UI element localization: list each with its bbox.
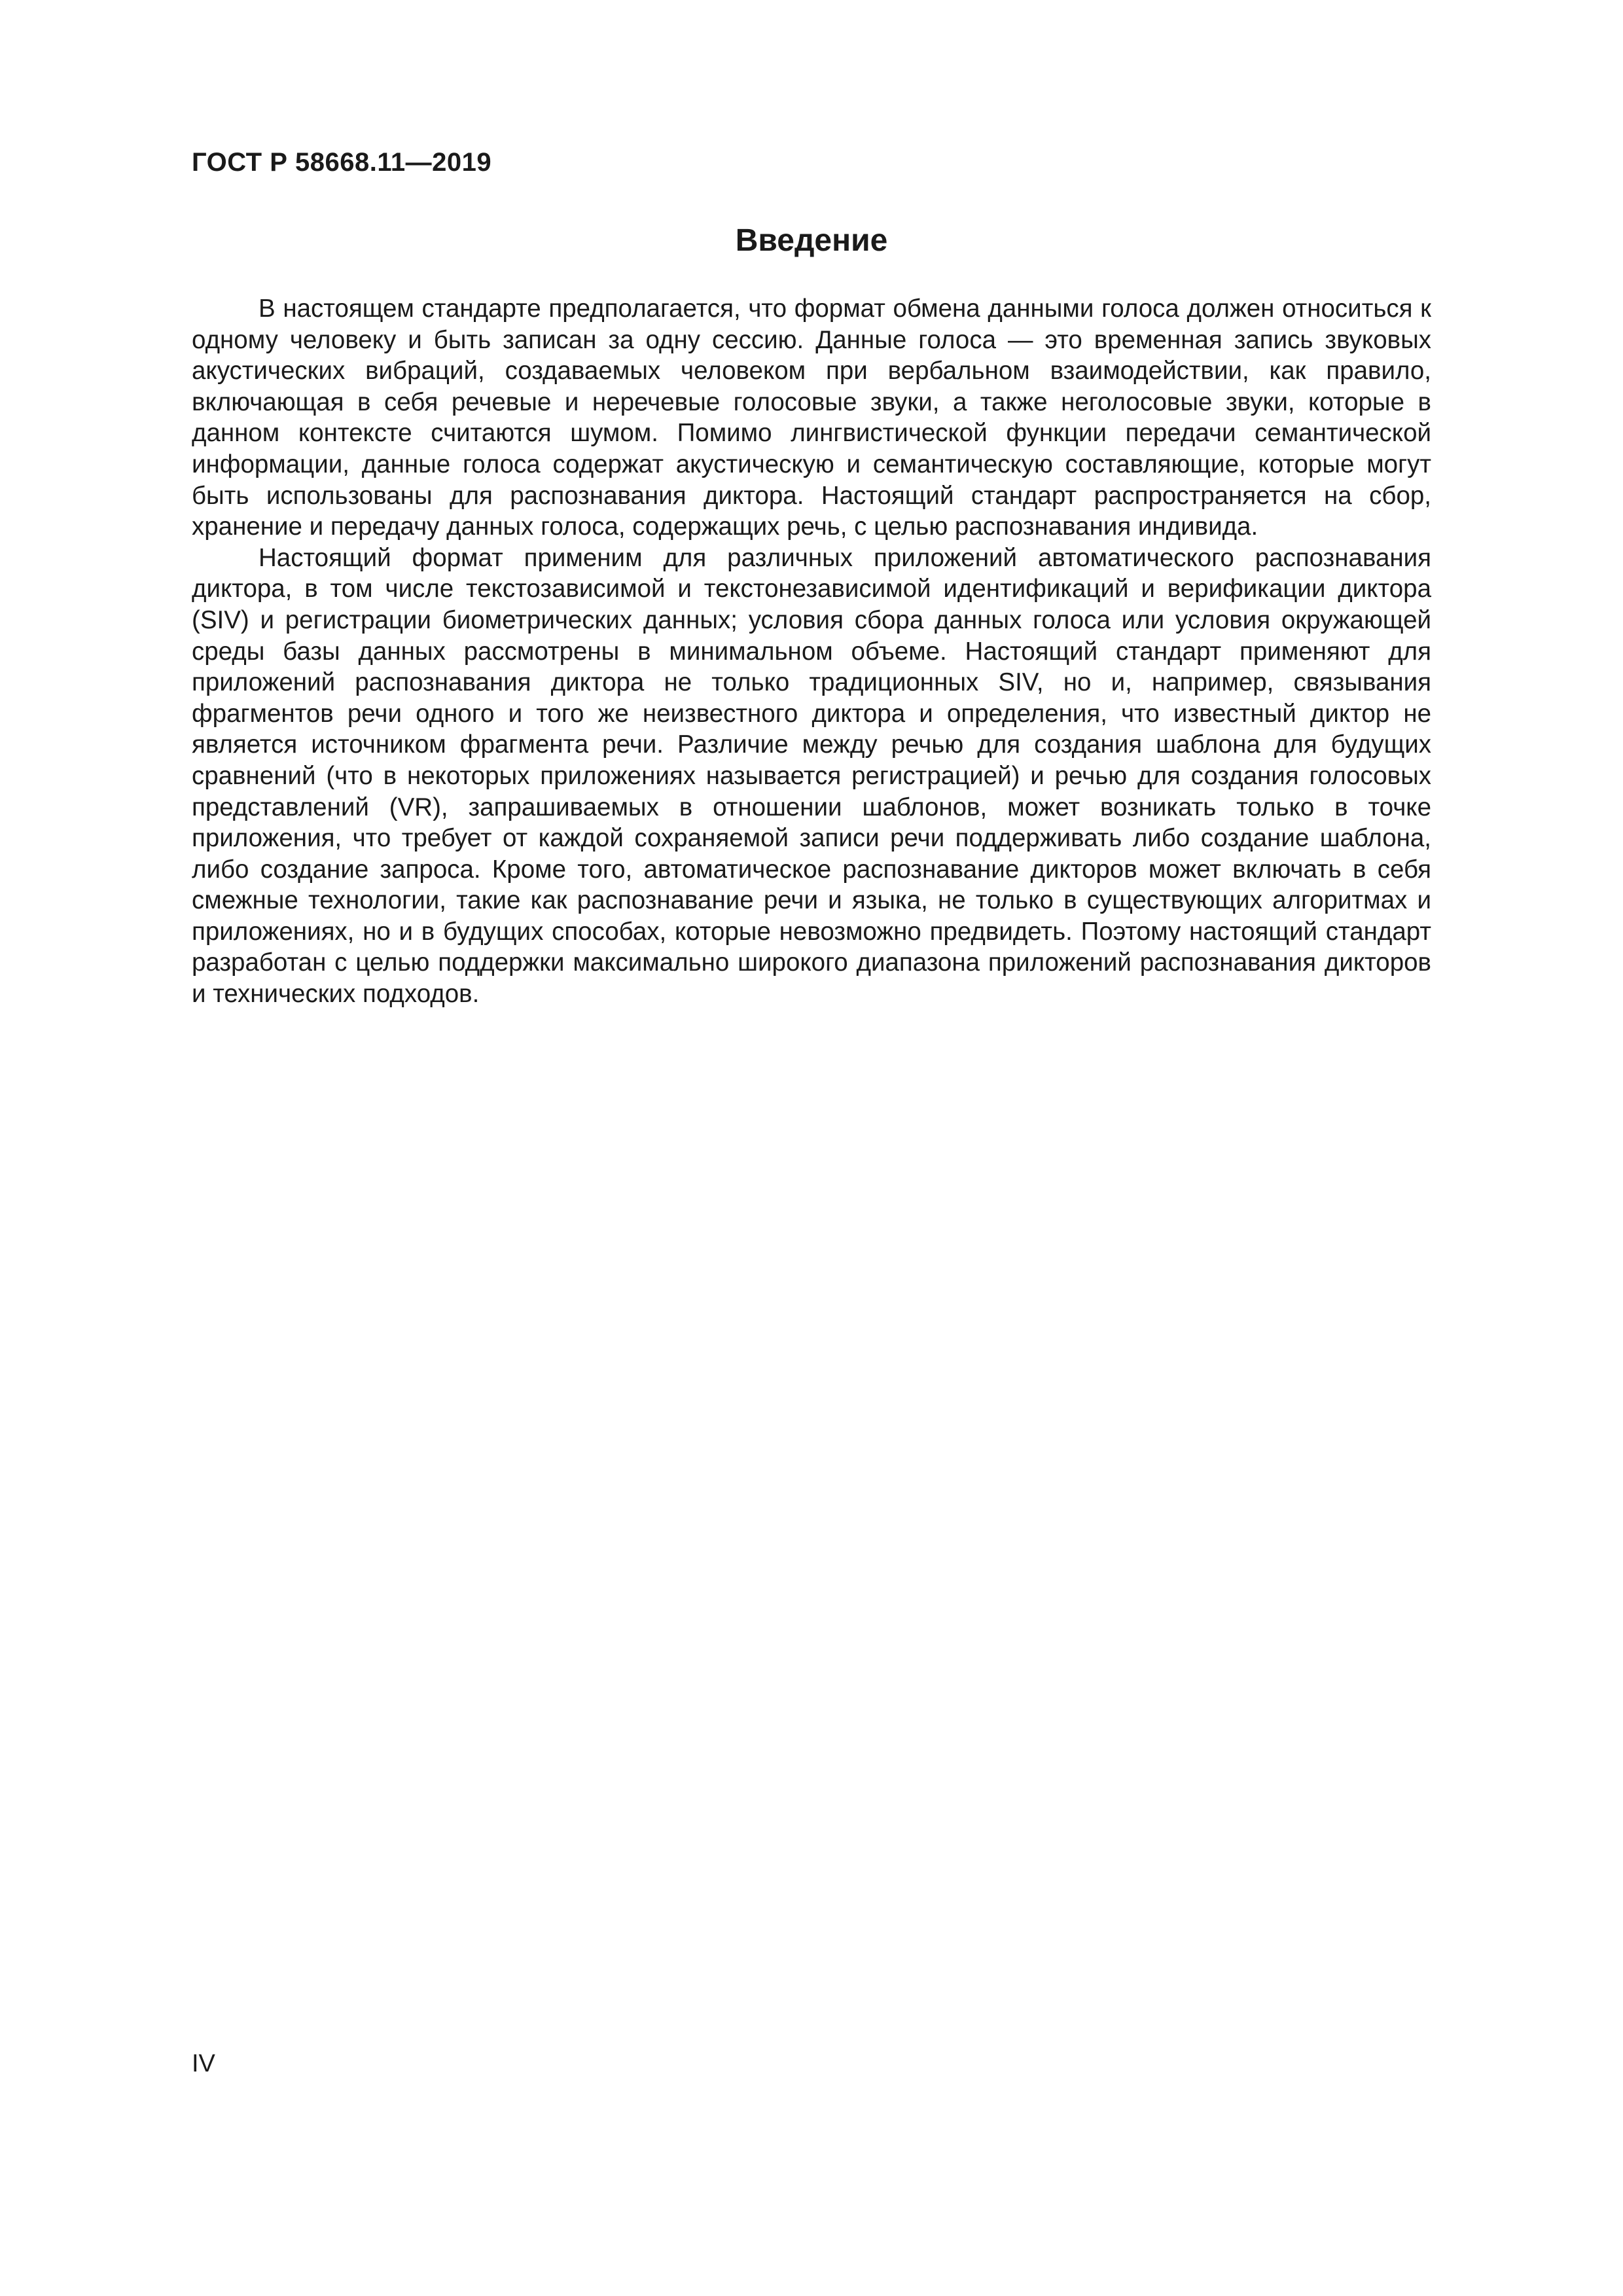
paragraph-2: Настоящий формат применим для различных приложений автоматического распознавания диктора, в том числе текстозависимой и текстонезависимой идентификаций и верификации диктора (SIV) и регистрации биометрических данных; условия сбора данных голоса или условия окружающей среды базы данных рассмотрены в минимальном объеме. Настоящий стандарт применяют для приложений распознавания диктора не только традиционных SIV, но и, например, связывания фрагментов речи одного и того же неизвестного диктора и определения, что известный диктор не является источником фрагмента речи. Различие между речью для создания шаблона для будущих сравнений (что в некоторых приложениях называется регистрацией) и речью для создания голосовых представлений (VR), запрашиваемых в отношении шаблонов, может возникать только в точке приложения, что требует от каждой сохраняемой записи речи поддерживать либо создание шаблона, либо создание запроса. Кроме того, автоматическое распознавание дикторов может включать в себя смежные технологии, такие как распознавание речи и языка, не только в существующих алгоритмах и приложениях, но и в будущих способах, которые невозможно предвидеть. Поэтому настоящий стандарт разработан с целью поддержки максимально широкого диапазона приложений распознавания дикторов и технических подходов. [192,543,1431,1009]
document-id: ГОСТ Р 58668.11—2019 [192,148,492,177]
section-title: Введение [735,223,888,258]
body-text [192,293,1431,1010]
page-number: IV [192,2050,215,2077]
paragraph-1: В настоящем стандарте предполагается, что формат обмена данными голоса должен относиться к одному человеку и быть записан за одну сессию. Данные голоса — это временная запись звуковых акустических вибраций, создаваемых человеком при вербальном взаимодействии, как правило, включающая в себя речевые и неречевые голосовые звуки, а также неголосовые звуки, которые в данном контексте считаются шумом. Помимо лингвистической функции передачи семантической информации, данные голоса содержат акустическую и семантическую составляющие, которые могут быть использованы для распознавания диктора. Настоящий стандарт распространяется на сбор, хранение и передачу данных голоса, содержащих речь, с целью распознавания индивида. [192,295,1431,541]
